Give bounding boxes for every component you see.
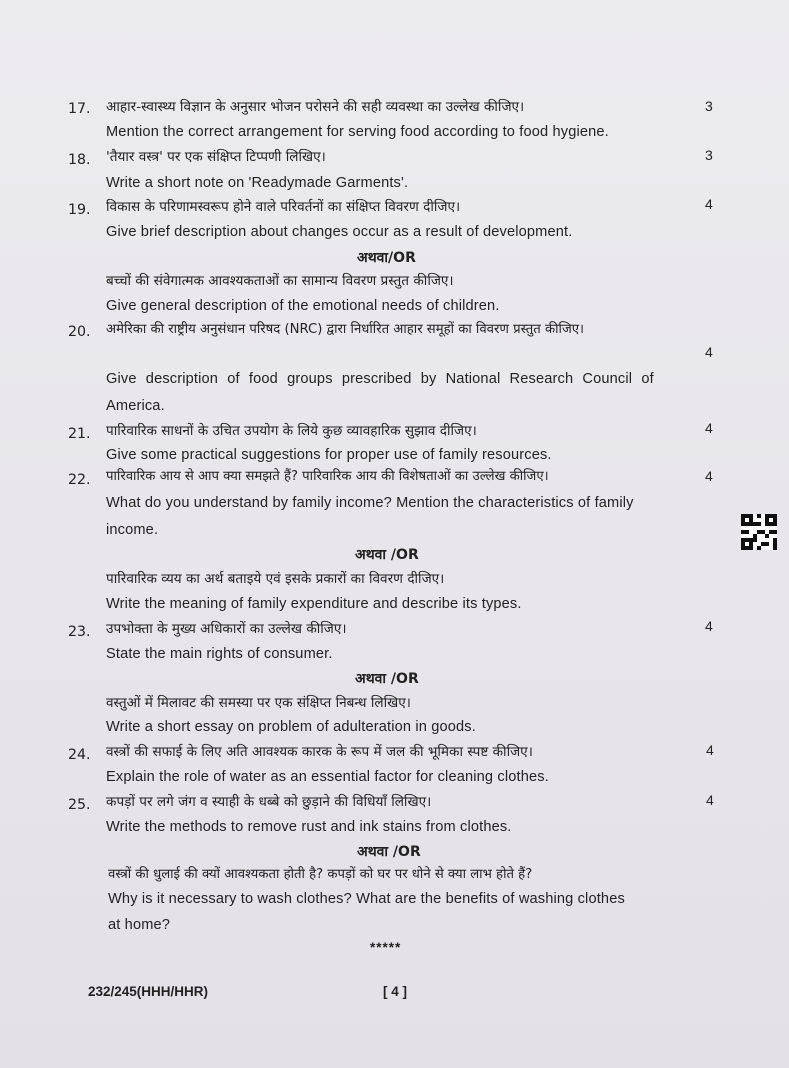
alternate-question-english: Give general description of the emotional needs of children.	[106, 298, 500, 314]
alternate-question-hindi: बच्चों की संवेगात्मक आवश्यकताओं का सामान्य विवरण प्रस्तुत कीजिए।	[106, 273, 454, 289]
alternate-question-english: Write the meaning of family expenditure and describe its types.	[106, 596, 522, 612]
question-marks: 4	[706, 742, 714, 758]
or-separator: अथवा /OR	[355, 671, 419, 687]
qr-code-icon	[741, 514, 777, 550]
question-number: 24.	[68, 747, 91, 763]
alternate-question-hindi: वस्त्रों की धुलाई की क्यों आवश्यकता होती है? कपड़ों को घर पर धोने से क्या लाभ होते हैं?	[108, 867, 533, 882]
or-separator: अथवा/OR	[357, 250, 416, 266]
alternate-question-english-line2: at home?	[108, 917, 171, 933]
end-of-paper-mark: *****	[370, 940, 402, 955]
question-number: 25.	[68, 797, 91, 813]
question-marks: 4	[705, 468, 713, 484]
page-number: [ 4 ]	[383, 984, 408, 999]
question-text-english-line2: income.	[106, 522, 159, 538]
question-text-hindi: पारिवारिक साधनों के उचित उपयोग के लिये कुछ व्यावहारिक सुझाव दीजिए।	[106, 423, 477, 439]
question-marks: 4	[705, 344, 713, 360]
question-number: 17.	[68, 101, 91, 117]
question-text-hindi: आहार-स्वास्थ्य विज्ञान के अनुसार भोजन परोसने की सही व्यवस्था का उल्लेख कीजिए।	[106, 99, 525, 115]
question-marks: 4	[705, 196, 713, 212]
question-marks: 3	[705, 147, 713, 163]
question-text-english: Mention the correct arrangement for serving food according to food hygiene.	[106, 124, 609, 140]
alternate-question-english: Write a short essay on problem of adulteration in goods.	[106, 719, 476, 735]
question-number: 19.	[68, 202, 91, 218]
question-marks: 4	[706, 792, 714, 808]
question-number: 21.	[68, 426, 91, 442]
question-marks: 4	[705, 420, 713, 436]
question-number: 22.	[68, 472, 91, 488]
or-separator: अथवा /OR	[357, 844, 421, 860]
question-text-hindi: वस्त्रों की सफाई के लिए अति आवश्यक कारक के रूप में जल की भूमिका स्पष्ट कीजिए।	[106, 744, 533, 760]
question-text-hindi: विकास के परिणामस्वरूप होने वाले परिवर्तनों का संक्षिप्त विवरण दीजिए।	[106, 199, 461, 215]
question-text-hindi: अमेरिका की राष्ट्रीय अनुसंधान परिषद (NRC) द्वारा निर्धारित आहार समूहों का विवरण प्रस्तुत कीजिए।	[106, 322, 585, 337]
question-number: 23.	[68, 624, 91, 640]
question-text-english: Write the methods to remove rust and ink stains from clothes.	[106, 819, 512, 835]
question-text-hindi: पारिवारिक आय से आप क्या समझते हैं? पारिवारिक आय की विशेषताओं का उल्लेख कीजिए।	[106, 469, 549, 484]
alternate-question-hindi: वस्तुओं में मिलावट की समस्या पर एक संक्षिप्त निबन्ध लिखिए।	[106, 695, 411, 711]
alternate-question-english-line1: Why is it necessary to wash clothes? What are the benefits of washing clothes	[108, 891, 625, 907]
alternate-question-hindi: पारिवारिक व्यय का अर्थ बताइये एवं इसके प्रकारों का विवरण दीजिए।	[106, 571, 445, 587]
question-text-english: Give some practical suggestions for proper use of family resources.	[106, 447, 552, 463]
question-text-hindi: कपड़ों पर लगे जंग व स्याही के धब्बे को छुड़ाने की विधियाँ लिखिए।	[106, 794, 432, 810]
or-separator: अथवा /OR	[355, 547, 419, 563]
question-number: 20.	[68, 324, 91, 340]
paper-code: 232/245(HHH/HHR)	[88, 984, 209, 999]
question-text-english: Explain the role of water as an essential factor for cleaning clothes.	[106, 769, 549, 785]
question-text-english: State the main rights of consumer.	[106, 646, 333, 662]
question-text-english: Give brief description about changes occur as a result of development.	[106, 224, 573, 240]
question-number: 18.	[68, 152, 91, 168]
question-text-english: Write a short note on 'Readymade Garments'.	[106, 175, 409, 191]
question-text-hindi: 'तैयार वस्त्र' पर एक संक्षिप्त टिप्पणी लिखिए।	[106, 149, 326, 165]
question-text-english-line2: America.	[106, 398, 165, 414]
question-text-english-line1: Give description of food groups prescribed by National Research Council of	[106, 371, 654, 387]
question-text-hindi: उपभोक्ता के मुख्य अधिकारों का उल्लेख कीजिए।	[106, 621, 347, 637]
question-marks: 3	[705, 98, 713, 114]
question-marks: 4	[705, 618, 713, 634]
question-text-english-line1: What do you understand by family income? Mention the characteristics of family	[106, 495, 634, 511]
